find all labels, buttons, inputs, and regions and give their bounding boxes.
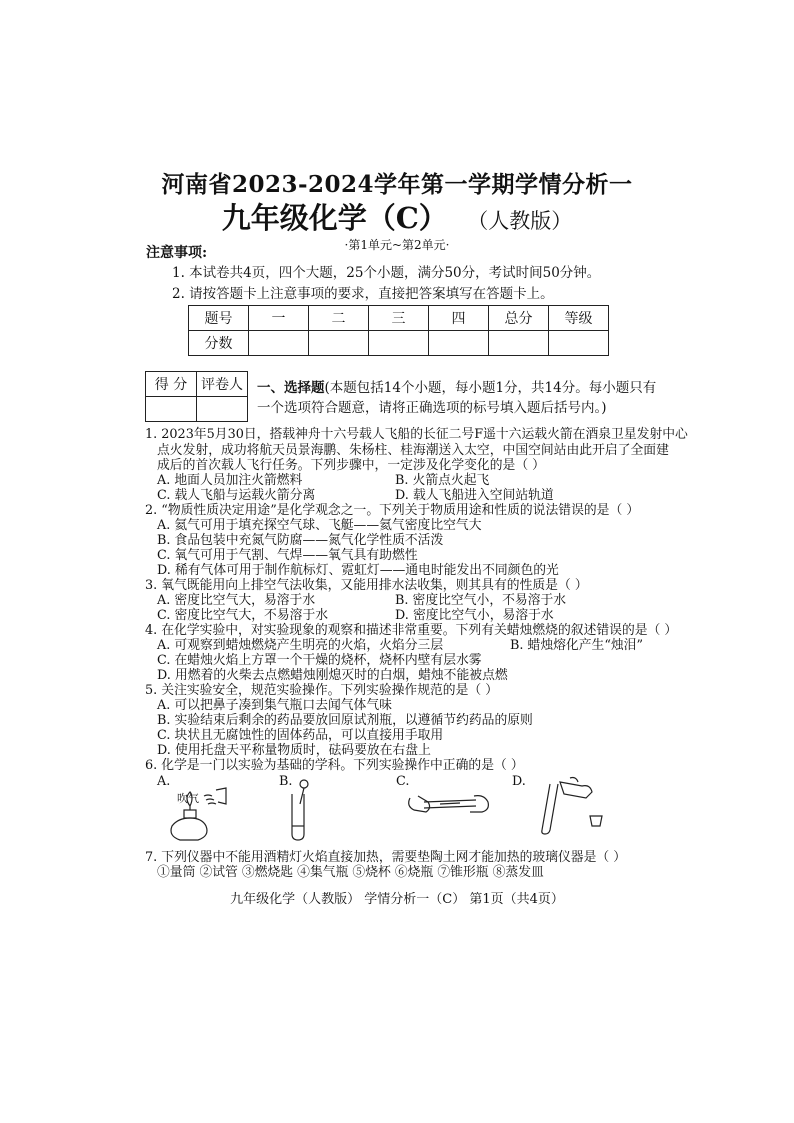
q6-figure-b-test-tube	[284, 778, 314, 842]
score-blank	[309, 331, 369, 356]
q3-option-a: A. 密度比空气大，易溶于水	[157, 593, 316, 608]
score-blank	[369, 331, 429, 356]
score-blank	[429, 331, 489, 356]
score-cell: 二	[309, 306, 369, 331]
q2-option-d: D. 稀有气体可用于制作航标灯、霓虹灯——通电时能发出不同颜色的光	[157, 563, 559, 578]
q1-option-d: D. 载人飞船进入空间站轨道	[395, 488, 554, 503]
q4-option-b: B. 蜡烛熔化产生“烛泪”	[510, 638, 643, 653]
q2-option-c: C. 氧气可用于气割、气焊——氧气具有助燃性	[157, 548, 418, 563]
q4-option-c: C. 在蜡烛火焰上方罩一个干燥的烧杯，烧杯内壁有层水雾	[157, 653, 482, 668]
q2-option-a: A. 氦气可用于填充探空气球、飞艇——氦气密度比空气大	[157, 518, 482, 533]
q3-option-b: B. 密度比空气小，不易溶于水	[395, 593, 567, 608]
score-cell: 分数	[189, 331, 249, 356]
score-cell: 题号	[189, 306, 249, 331]
score-cell: 总分	[489, 306, 549, 331]
score-cell: 三	[369, 306, 429, 331]
grader-label: 评卷人	[197, 372, 248, 397]
q5-option-a: A. 可以把鼻子凑到集气瓶口去闻气体气味	[157, 698, 392, 713]
section1-heading: 一、选择题	[257, 380, 325, 396]
grader-blank	[146, 397, 197, 422]
score-blank	[489, 331, 549, 356]
section1-text: (本题包括14个小题，每小题1分，共14分。每小题只有一个选项符合题意，请将正确选项的标号填入题后括号内。)	[257, 380, 657, 416]
score-cell: 一	[249, 306, 309, 331]
q6-figure-a-lamp	[160, 786, 230, 842]
q5-stem: 5. 关注实验安全，规范实验操作。下列实验操作规范的是（ ）	[145, 683, 499, 698]
exam-title-line2	[0, 196, 794, 237]
q2-option-b: B. 食品包装中充氮气防腐——氮气化学性质不活泼	[157, 533, 444, 548]
notice-item: 2. 请按答题卡上注意事项的要求，直接把答案填写在答题卡上。	[172, 286, 554, 302]
q6-stem: 6. 化学是一门以实验为基础的学科。下列实验操作中正确的是（ ）	[145, 758, 524, 773]
score-table	[188, 305, 609, 356]
q5-option-b: B. 实验结束后剩余的药品要放回原试剂瓶，以遵循节约药品的原则	[157, 713, 533, 728]
q3-option-d: D. 密度比空气小，易溶于水	[395, 608, 554, 623]
q6-label-c: C.	[396, 774, 410, 789]
score-table-score-row	[189, 331, 609, 356]
notice-item: 1. 本试卷共4页，四个大题，25个小题，满分50分，考试时间50分钟。	[172, 265, 601, 281]
q1-stem: 点火发射，成功将航天员景海鹏、朱杨柱、桂海潮送入太空，中国空间站由此开启了全面建	[157, 443, 669, 458]
q1-stem: 1. 2023年5月30日，搭载神舟十六号载人飞船的长征二号F遥十六运载火箭在酒泉卫星发射中心	[145, 427, 688, 442]
q1-option-a: A. 地面人员加注火箭燃料	[157, 473, 303, 488]
q6-figure-d-pouring	[520, 776, 610, 836]
q6-figure-c-hands-tube	[404, 780, 494, 826]
q4-option-d: D. 用燃着的火柴去点燃蜡烛刚熄灭时的白烟，蜡烛不能被点燃	[157, 668, 508, 683]
score-table-header-row	[189, 306, 609, 331]
q3-option-c: C. 密度比空气大，不易溶于水	[157, 608, 329, 623]
q7-stem: 7. 下列仪器中不能用酒精灯火焰直接加热，需要垫陶土网才能加热的玻璃仪器是（ ）	[145, 850, 627, 865]
grader-score-label: 得 分	[146, 372, 197, 397]
q6-label-a: A.	[157, 774, 171, 789]
q1-option-c: C. 载人飞船与运载火箭分离	[157, 488, 316, 503]
score-blank	[249, 331, 309, 356]
q6-a-caption: 吹气	[177, 792, 199, 805]
q6-label-d: D.	[512, 774, 526, 789]
grader-blank	[197, 397, 248, 422]
q5-option-d: D. 使用托盘天平称量物质时，砝码要放在右盘上	[157, 743, 431, 758]
score-blank	[549, 331, 609, 356]
q1-option-b: B. 火箭点火起飞	[395, 473, 490, 488]
subject-title: 九年级化学（C）	[221, 201, 448, 235]
q1-stem: 成后的首次载人飞行任务。下列步骤中，一定涉及化学变化的是（ ）	[157, 458, 545, 473]
page-footer: 九年级化学（人教版） 学情分析一（C） 第1页（共4页）	[230, 892, 564, 907]
edition-label: （人教版）	[477, 209, 573, 233]
q4-stem: 4. 在化学实验中，对实验现象的观察和描述非常重要。下列有关蜡烛燃烧的叙述错误的是（ ）	[145, 623, 678, 638]
notice-heading: 注意事项:	[146, 245, 208, 261]
section1-instructions	[257, 378, 657, 418]
grader-table	[145, 371, 248, 422]
q4-option-a: A. 可观察到蜡烛燃烧产生明亮的火焰，火焰分三层	[157, 638, 444, 653]
exam-title-line1: 河南省2023-2024学年第一学期学情分析一	[161, 171, 633, 198]
score-cell: 等级	[549, 306, 609, 331]
score-cell: 四	[429, 306, 489, 331]
q6-label-b: B.	[279, 774, 293, 789]
q5-option-c: C. 块状且无腐蚀性的固体药品，可以直接用手取用	[157, 728, 444, 743]
q2-stem: 2. “物质性质决定用途”是化学观念之一。下列关于物质用途和性质的说法错误的是（ ）	[145, 503, 640, 518]
q3-stem: 3. 氧气既能用向上排空气法收集，又能用排水法收集，则其具有的性质是（ ）	[145, 578, 588, 593]
q7-options: ①量筒 ②试管 ③燃烧匙 ④集气瓶 ⑤烧杯 ⑥烧瓶 ⑦锥形瓶 ⑧蒸发皿	[157, 865, 544, 880]
unit-range: ·第1单元~第2单元·	[344, 238, 450, 252]
